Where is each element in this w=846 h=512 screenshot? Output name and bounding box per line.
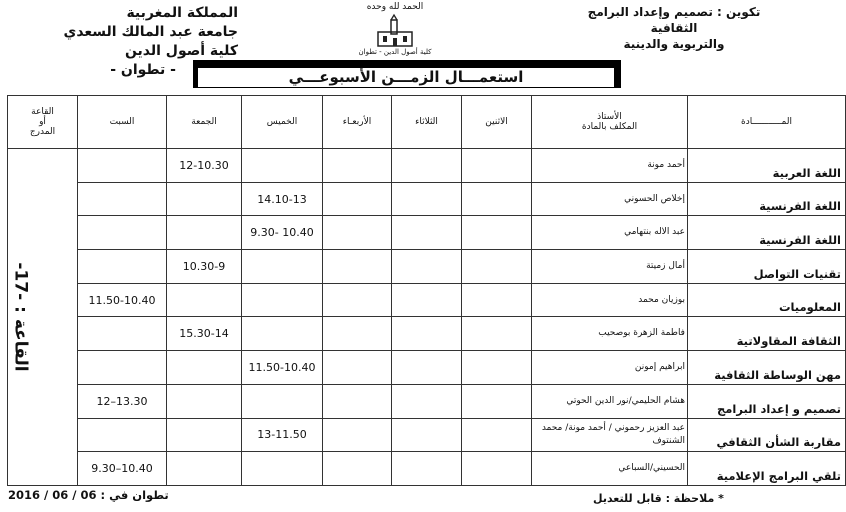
time-cell-tuesday [392, 149, 462, 183]
time-cell-monday [462, 149, 532, 183]
column-header-subject: المـــــــــــادة [688, 96, 846, 149]
logo-caption: كلية أصول الدين - تطوان [358, 48, 432, 56]
time-cell-monday [462, 182, 532, 216]
time-cell-tuesday [392, 216, 462, 250]
column-header-tuesday: الثلاثاء [392, 96, 462, 149]
timetable [7, 95, 846, 486]
teacher-cell: أحمد مونة [532, 149, 688, 183]
time-cell-wednesday [323, 418, 392, 452]
time-cell-monday [462, 283, 532, 317]
time-cell-monday [462, 216, 532, 250]
time-cell-wednesday [323, 149, 392, 183]
teacher-cell: بوزيان محمد [532, 283, 688, 317]
room-cell [8, 149, 78, 486]
table-row [8, 149, 846, 183]
time-cell-wednesday [323, 216, 392, 250]
program-line-2: والتربوية والدينية [623, 37, 725, 51]
table-row [8, 452, 846, 486]
time-cell-thursday [242, 250, 323, 284]
time-cell-saturday [78, 182, 167, 216]
teacher-cell: الحسيني/السباعي [532, 452, 688, 486]
time-cell-monday [462, 452, 532, 486]
title-banner [193, 60, 621, 88]
table-row [8, 384, 846, 418]
time-cell-tuesday [392, 418, 462, 452]
header-row [8, 96, 846, 149]
teacher-cell: عبد الاله بنتهامي [532, 216, 688, 250]
program-header [574, 4, 774, 52]
time-cell-tuesday [392, 182, 462, 216]
time-cell-friday [167, 283, 242, 317]
center-header [340, 2, 450, 56]
time-cell-saturday [78, 216, 167, 250]
time-cell-thursday: 10.40 -9.30 [242, 216, 323, 250]
column-header-room [8, 96, 78, 149]
room-label: القاعة : -17- [10, 262, 31, 372]
institution-line-4: - تطوان - [110, 62, 176, 78]
time-cell-tuesday [392, 250, 462, 284]
institution-line-1: المملكة المغربية [126, 5, 238, 21]
subject-cell: تصميم و إعداد البرامج [688, 384, 846, 418]
subject-cell: اللغة الفرنسية [688, 216, 846, 250]
teacher-cell: عبد العزيز رحموني / أحمد مونة/ محمد الشنتوف [532, 418, 688, 452]
time-cell-friday: 10.30-9 [167, 250, 242, 284]
time-cell-monday [462, 317, 532, 351]
subject-cell: تقنيات التواصل [688, 250, 846, 284]
subject-cell: تلقي البرامج الإعلامية [688, 452, 846, 486]
time-cell-saturday: 10.40–9.30 [78, 452, 167, 486]
teacher-cell: أمال زميتة [532, 250, 688, 284]
time-cell-thursday [242, 384, 323, 418]
time-cell-monday [462, 351, 532, 385]
time-cell-wednesday [323, 182, 392, 216]
teacher-cell: ابراهيم إمونن [532, 351, 688, 385]
teacher-cell: إخلاص الحسوني [532, 182, 688, 216]
invocation-text: الحمد لله وحده [366, 2, 424, 12]
room-header-line-1: القاعة [31, 107, 54, 117]
teacher-header-line-2: المكلف بالمادة [581, 122, 638, 132]
time-cell-saturday [78, 317, 167, 351]
footnote: * ملاحظة : قابل للتعديل [593, 492, 724, 505]
column-header-wednesday: الأربعـاء [323, 96, 392, 149]
column-header-thursday: الخميس [242, 96, 323, 149]
time-cell-friday [167, 452, 242, 486]
subject-cell: الثقافة المقاولاتية [688, 317, 846, 351]
time-cell-saturday [78, 250, 167, 284]
subject-cell: مقاربة الشأن الثقافي [688, 418, 846, 452]
column-header-teacher [532, 96, 688, 149]
table-row [8, 317, 846, 351]
time-cell-wednesday [323, 250, 392, 284]
teacher-cell: فاطمة الزهرة بوصحيب [532, 317, 688, 351]
time-cell-friday [167, 418, 242, 452]
subject-cell: اللغة العربية [688, 149, 846, 183]
time-cell-saturday [78, 351, 167, 385]
time-cell-wednesday [323, 317, 392, 351]
room-header-line-2: أو [39, 117, 46, 127]
time-cell-thursday [242, 283, 323, 317]
page-title: استعمـــال الزمـــن الأسبوعـــي [197, 67, 615, 88]
institution-line-2: جامعة عبد المالك السعدي [63, 24, 238, 40]
time-cell-tuesday [392, 351, 462, 385]
time-cell-wednesday [323, 283, 392, 317]
subject-cell: اللغة الفرنسية [688, 182, 846, 216]
subject-cell: مهن الوساطة الثقافية [688, 351, 846, 385]
time-cell-friday [167, 351, 242, 385]
time-cell-wednesday [323, 452, 392, 486]
room-header-line-3: المدرج [29, 127, 56, 137]
time-cell-friday: 12-10.30 [167, 149, 242, 183]
time-cell-saturday: 13.30–12 [78, 384, 167, 418]
time-cell-thursday [242, 452, 323, 486]
table-row [8, 283, 846, 317]
time-cell-saturday: 11.50-10.40 [78, 283, 167, 317]
time-cell-monday [462, 250, 532, 284]
time-cell-friday [167, 384, 242, 418]
table-row [8, 182, 846, 216]
time-cell-saturday [78, 149, 167, 183]
column-header-saturday: السبت [78, 96, 167, 149]
time-cell-thursday [242, 149, 323, 183]
teacher-header-line-1: الأستاذ [597, 112, 622, 122]
place-date: تطوان في : 06 / 06 / 2016 [8, 488, 169, 502]
table-row [8, 418, 846, 452]
time-cell-wednesday [323, 384, 392, 418]
table-row [8, 250, 846, 284]
teacher-cell: هشام الحليمي/نور الدين الحوتي [532, 384, 688, 418]
time-cell-saturday [78, 418, 167, 452]
time-cell-wednesday [323, 351, 392, 385]
time-cell-thursday: 13-11.50 [242, 418, 323, 452]
column-header-monday: الاثنين [462, 96, 532, 149]
time-cell-monday [462, 384, 532, 418]
time-cell-tuesday [392, 283, 462, 317]
column-header-friday: الجمعة [167, 96, 242, 149]
time-cell-tuesday [392, 384, 462, 418]
time-cell-thursday: 11.50-10.40 [242, 351, 323, 385]
time-cell-friday: 15.30-14 [167, 317, 242, 351]
table-row [8, 351, 846, 385]
time-cell-friday [167, 182, 242, 216]
institution-line-3: كلية أصول الدين [124, 43, 238, 59]
time-cell-tuesday [392, 317, 462, 351]
time-cell-tuesday [392, 452, 462, 486]
program-line-1: تكوين : تصميم وإعداد البرامج الثقافية [587, 5, 761, 35]
subject-cell: المعلوميات [688, 283, 846, 317]
time-cell-thursday: 14.10-13 [242, 182, 323, 216]
time-cell-monday [462, 418, 532, 452]
faculty-logo-icon [375, 14, 415, 48]
table-row [8, 216, 846, 250]
time-cell-thursday [242, 317, 323, 351]
time-cell-friday [167, 216, 242, 250]
